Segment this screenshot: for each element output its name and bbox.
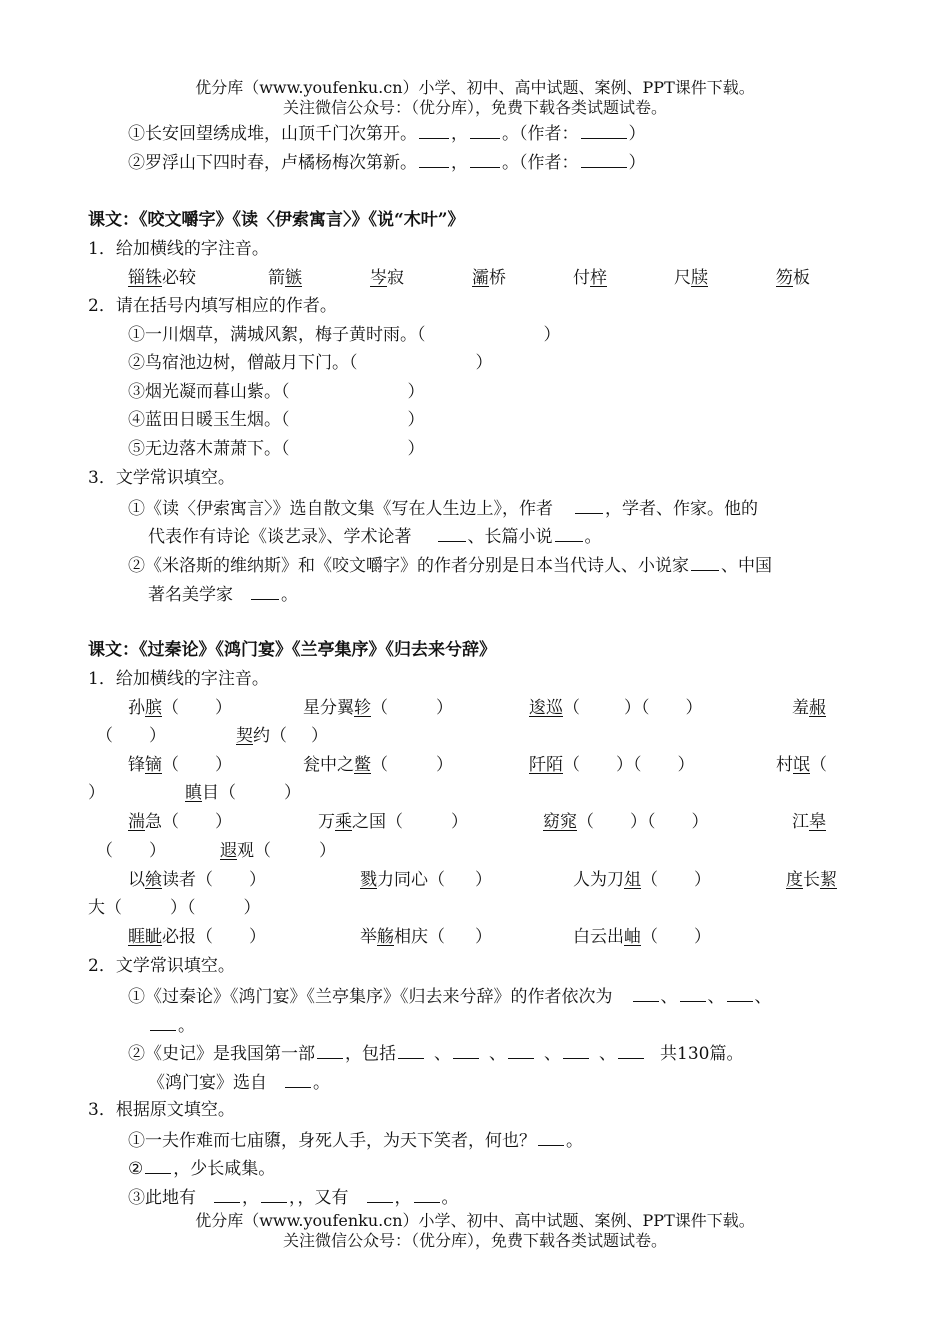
- footer-line-1: 优分库（www.youfenku.cn）小学、初中、高中试题、案例、PPT课件下载。: [195, 1211, 755, 1230]
- s2-q3-item-1: ①一夫作难而七庙隳，身死人手，为天下笑者，何也？ 。: [128, 1131, 583, 1151]
- s2-q3-item-2: ② ，少长咸集。: [128, 1159, 276, 1179]
- s2-r3-w3: 窈窕（ ）（ ）: [543, 812, 709, 832]
- s1-word-2: 箭镞: [268, 268, 302, 288]
- s2-r5-w3: 白云出岫（ ）: [573, 927, 711, 947]
- top-item-1: ①长安回望绣成堆，山顶千门次第开。 ， 。（作者： ）: [128, 124, 646, 144]
- s1-word-5: 付梓: [573, 268, 607, 288]
- item-text: 长安回望绣成堆，山顶千门次第开。: [145, 124, 417, 144]
- s2-q2-item-2b: 《鸿门宴》选自 。: [148, 1073, 330, 1093]
- s2-r2-cont: ） 瞋目（ ）: [88, 783, 301, 803]
- item-mark: ②: [128, 153, 145, 173]
- header-line-1: 优分库（www.youfenku.cn）小学、初中、高中试题、案例、PPT课件下载。: [195, 78, 755, 97]
- s1-q3-item-1b: 代表作有诗论《谈艺录》、学术论著 、长篇小说 。: [148, 527, 602, 547]
- s2-r2-w3: 阡陌（ ）（ ）: [529, 755, 695, 775]
- author-label: （作者：: [519, 124, 579, 144]
- author-label: （作者：: [519, 153, 579, 173]
- s1-q2-label: 2．请在括号内填写相应的作者。: [88, 296, 337, 316]
- s2-r5-w2: 举觞相庆（ ）: [360, 927, 492, 947]
- s2-r2-w2: 瓮中之鳖（ ）: [303, 755, 453, 775]
- s1-q3-item-2b: 著名美学家 。: [148, 585, 298, 605]
- s2-q3-item-3: ③此地有 ， ，，又有 ， 。: [128, 1188, 459, 1208]
- s1-q3-item-2a: ②《米洛斯的维纳斯》和《咬文嚼字》的作者分别是日本当代诗人、小说家 、中国: [128, 556, 772, 576]
- s2-r4-cont: 大（ ）（ ）: [88, 898, 261, 918]
- item-text: 罗浮山下四时春，卢橘杨梅次第新。: [145, 153, 417, 173]
- item-mark: ①: [128, 124, 145, 144]
- s2-r2-w1: 锋镝（ ）: [128, 755, 232, 775]
- s2-r1-w4: 羞赧: [792, 698, 826, 718]
- s2-q1-label: 1．给加横线的字注音。: [88, 669, 269, 689]
- s2-r1-w1: 孙膑（ ）: [128, 698, 232, 718]
- s2-r1-w2: 星分翼轸（ ）: [303, 698, 453, 718]
- s2-r3-cont: （ ） 遐观（ ）: [96, 841, 336, 861]
- s2-r3-w1: 湍急（ ）: [128, 812, 232, 832]
- s2-r2-w4: 村氓（: [776, 755, 827, 775]
- s2-q2-item-1b: 。: [148, 1014, 195, 1036]
- s1-word-4: 灞桥: [472, 268, 506, 288]
- s1-word-6: 尺牍: [674, 268, 708, 288]
- section1-title: 课文：《咬文嚼字》《读〈伊索寓言〉》《说“木叶”》: [88, 210, 465, 230]
- s2-r4-w3: 人为刀俎（ ）: [573, 870, 711, 890]
- s2-q2-item-2a: ②《史记》是我国第一部 ，包括 、 、 、 、 共130篇。: [128, 1044, 744, 1064]
- s2-r4-w4: 度长絜: [786, 870, 837, 890]
- header-line-2: 关注微信公众号：（优分库），免费下载各类试题试卷。: [282, 98, 667, 117]
- footer-line-2: 关注微信公众号：（优分库），免费下载各类试题试卷。: [282, 1231, 667, 1250]
- s1-word-1: 锱铢必较: [128, 268, 196, 288]
- s2-r5-w1: 睚眦必报（ ）: [128, 927, 266, 947]
- s1-q3-item-1a: ①《读〈伊索寓言〉》选自散文集《写在人生边上》，作者 ，学者、作家。他的: [128, 499, 758, 519]
- s2-r1-w3: 逡巡（ ）（ ）: [529, 698, 703, 718]
- s2-r1-cont: （ ） 契约（ ）: [96, 726, 328, 746]
- s2-q2-label: 2．文学常识填空。: [88, 956, 235, 976]
- s2-r4-w1: 以飨读者（ ）: [128, 870, 266, 890]
- s1-q3-label: 3．文学常识填空。: [88, 468, 235, 488]
- s1-q2-item-1: ①一川烟草，满城风絮，梅子黄时雨。（ ）: [128, 325, 561, 345]
- top-item-2: ②罗浮山下四时春，卢橘杨梅次第新。 ， 。（作者： ）: [128, 153, 646, 173]
- s1-q2-item-3: ③烟光凝而暮山紫。（ ）: [128, 382, 425, 402]
- s2-r4-w2: 戮力同心（ ）: [360, 870, 492, 890]
- s1-q1-label: 1．给加横线的字注音。: [88, 239, 269, 259]
- s2-r3-w4: 江皋: [792, 812, 826, 832]
- s1-q2-item-5: ⑤无边落木萧萧下。（ ）: [128, 439, 425, 459]
- section2-title: 课文：《过秦论》《鸿门宴》《兰亭集序》《归去来兮辞》: [88, 640, 496, 660]
- s1-word-3: 岑寂: [370, 268, 404, 288]
- s1-word-7: 笏板: [776, 268, 810, 288]
- s2-q2-item-1a: ①《过秦论》《鸿门宴》《兰亭集序》《归去来兮辞》的作者依次为 、 、 、: [128, 987, 772, 1007]
- s1-q2-item-2: ②鸟宿池边树，僧敲月下门。（ ）: [128, 353, 493, 373]
- s2-q3-label: 3．根据原文填空。: [88, 1100, 235, 1120]
- s2-r3-w2: 万乘之国（ ）: [318, 812, 468, 832]
- s1-q2-item-4: ④蓝田日暖玉生烟。（ ）: [128, 410, 425, 430]
